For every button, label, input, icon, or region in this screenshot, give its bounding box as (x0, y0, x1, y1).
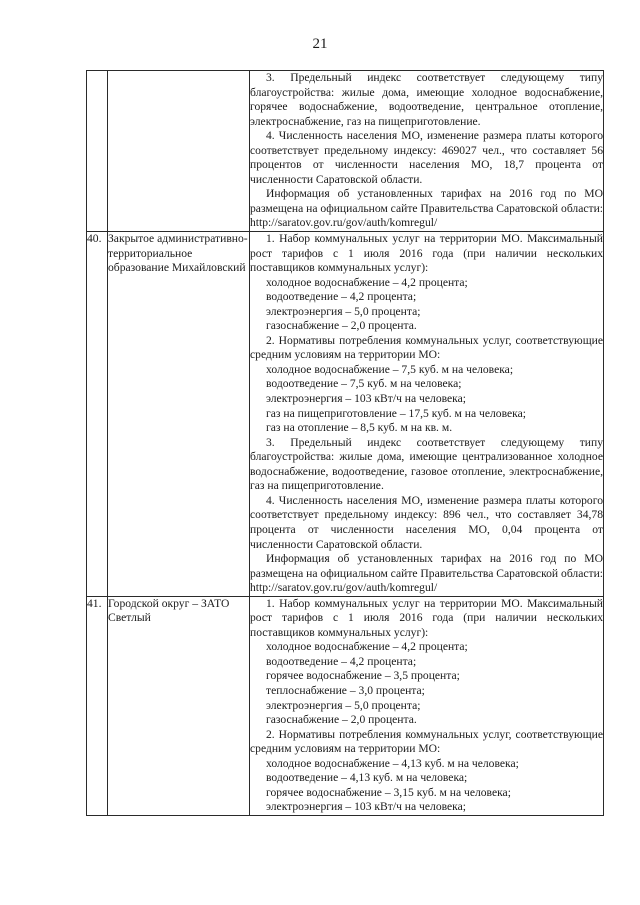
page-number: 21 (312, 36, 328, 52)
list-item: газ на пищеприготовление – 17,5 куб. м на человека; (266, 406, 526, 420)
row-number (87, 71, 108, 232)
list-item: теплоснабжение – 3,0 процента; (266, 683, 425, 697)
municipality-name: Городской округ – ЗАТО Светлый (108, 596, 250, 815)
tariff-info (250, 232, 604, 597)
list-item: газ на отопление – 8,5 куб. м на кв. м. (266, 421, 453, 435)
paragraph: 2. Нормативы потребления коммунальных услуг, соответствующие средним условиям на территории МО: (250, 333, 603, 362)
paragraph: Информация об установленных тарифах на 2016 год по МО размещена на официальном сайте Правительства Саратовской области: http://saratov.gov.ru/gov/auth/komregul/ (250, 187, 603, 230)
list-item: водоотведение – 7,5 куб. м на человека; (266, 377, 462, 391)
list-item: холодное водоснабжение – 4,13 куб. м на человека; (266, 756, 519, 770)
list-item: водоотведение – 4,2 процента; (266, 290, 417, 304)
list-item: холодное водоснабжение – 4,2 процента; (266, 640, 468, 654)
paragraph: 3. Предельный индекс соответствует следующему типу благоустройства: жилые дома, имеющие холодное водоснабжение, горячее водоснабжение, водоотведение, центральное отопление, электроснабжение, газ на пищеприготовление. (250, 71, 603, 128)
table-row (87, 232, 604, 597)
table-row (87, 596, 604, 815)
paragraph: 2. Нормативы потребления коммунальных услуг, соответствующие средним условиям на территории МО: (250, 727, 603, 756)
paragraph: Информация об установленных тарифах на 2016 год по МО размещена на официальном сайте Правительства Саратовской области: http://saratov.gov.ru/gov/auth/komregul/ (250, 552, 603, 595)
paragraph: 1. Набор коммунальных услуг на территории МО. Максимальный рост тарифов с 1 июля 2016 года (при наличии нескольких поставщиков коммунальных услуг): (250, 232, 603, 275)
tariff-info (250, 71, 604, 232)
list-item: электроэнергия – 103 кВт/ч на человека; (266, 800, 466, 814)
tariff-info (250, 596, 604, 815)
paragraph: 3. Предельный индекс соответствует следующему типу благоустройства: жилые дома, имеющие централизованное холодное водоснабжение, водоотведение, газовое отопление, электроснабжение, газ на пищеприготовление. (250, 435, 603, 493)
list-item: водоотведение – 4,2 процента; (266, 654, 417, 668)
list-item: электроэнергия – 5,0 процента; (266, 304, 421, 318)
row-number: 40. (87, 232, 108, 597)
list-item: горячее водоснабжение – 3,5 процента; (266, 669, 460, 683)
list-item: водоотведение – 4,13 куб. м на человека; (266, 771, 468, 785)
list-item: холодное водоснабжение – 4,2 процента; (266, 275, 468, 289)
list-item: газоснабжение – 2,0 процента. (266, 713, 417, 727)
list-item: электроэнергия – 5,0 процента; (266, 698, 421, 712)
municipality-name: Закрытое административно-территориальное образование Михайловский (108, 232, 250, 597)
tariff-table (86, 70, 604, 816)
municipality-name (108, 71, 250, 232)
list-item: холодное водоснабжение – 7,5 куб. м на человека; (266, 362, 514, 376)
list-item: горячее водоснабжение – 3,15 куб. м на человека; (266, 785, 511, 799)
row-number: 41. (87, 596, 108, 815)
list-item: электроэнергия – 103 кВт/ч на человека; (266, 392, 466, 406)
paragraph: 4. Численность населения МО, изменение размера платы которого соответствует предельному индексу: 469027 чел., что составляет 56 процентов от численности населения МО, 18,7 процента от численности Саратовской области. (250, 129, 603, 186)
paragraph: 1. Набор коммунальных услуг на территории МО. Максимальный рост тарифов с 1 июля 2016 года (при наличии нескольких поставщиков коммунальных услуг): (250, 596, 603, 639)
paragraph: 4. Численность населения МО, изменение размера платы которого соответствует предельному индексу: 896 чел., что составляет 34,78 процента от численности населения МО, 0,04 процента от численности Саратовской области. (250, 493, 603, 551)
table-row (87, 71, 604, 232)
list-item: газоснабжение – 2,0 процента. (266, 319, 417, 333)
